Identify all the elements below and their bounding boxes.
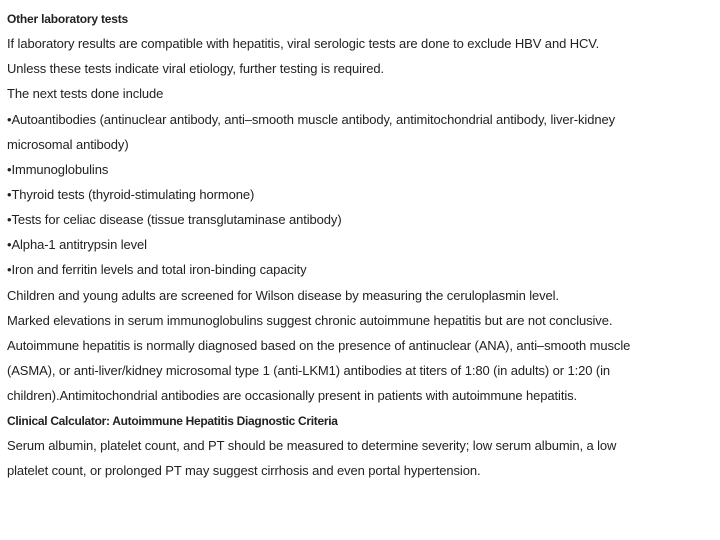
section-heading: Other laboratory tests	[7, 12, 128, 26]
paragraph-line: Unless these tests indicate viral etiology, further testing is required.	[7, 61, 384, 76]
bullet-item: •Alpha-1 antitrypsin level	[7, 237, 147, 252]
clinical-calculator-title: Clinical Calculator: Autoimmune Hepatitis Diagnostic Criteria	[7, 414, 338, 428]
bullet-item-continuation: microsomal antibody)	[7, 137, 129, 152]
bullet-item: •Tests for celiac disease (tissue transglutaminase antibody)	[7, 212, 342, 227]
paragraph-line: The next tests done include	[7, 86, 164, 101]
paragraph-line: Autoimmune hepatitis is normally diagnosed based on the presence of antinuclear (ANA), anti–smooth muscle	[7, 338, 631, 353]
paragraph-line: platelet count, or prolonged PT may suggest cirrhosis and even portal hypertension.	[7, 463, 481, 478]
bullet-item: •Autoantibodies (antinuclear antibody, anti–smooth muscle antibody, antimitochondrial antibody, liver-kidney	[7, 112, 615, 127]
paragraph-line: If laboratory results are compatible with hepatitis, viral serologic tests are done to exclude HBV and HCV.	[7, 36, 600, 51]
paragraph-line: children).Antimitochondrial antibodies are occasionally present in patients with autoimmune hepatitis.	[7, 388, 578, 403]
paragraph-line: Children and young adults are screened for Wilson disease by measuring the ceruloplasmin level.	[7, 288, 559, 303]
paragraph-line: (ASMA), or anti-liver/kidney microsomal type 1 (anti-LKM1) antibodies at titers of 1:80 (in adults) or 1:20 (in	[7, 363, 611, 378]
paragraph-line: Marked elevations in serum immunoglobulins suggest chronic autoimmune hepatitis but are not conclusive.	[7, 313, 613, 328]
bullet-item: •Immunoglobulins	[7, 162, 109, 177]
paragraph-line: Serum albumin, platelet count, and PT should be measured to determine severity; low serum albumin, a low	[7, 438, 617, 453]
bullet-item: •Iron and ferritin levels and total iron-binding capacity	[7, 262, 307, 277]
bullet-item: •Thyroid tests (thyroid-stimulating hormone)	[7, 187, 255, 202]
